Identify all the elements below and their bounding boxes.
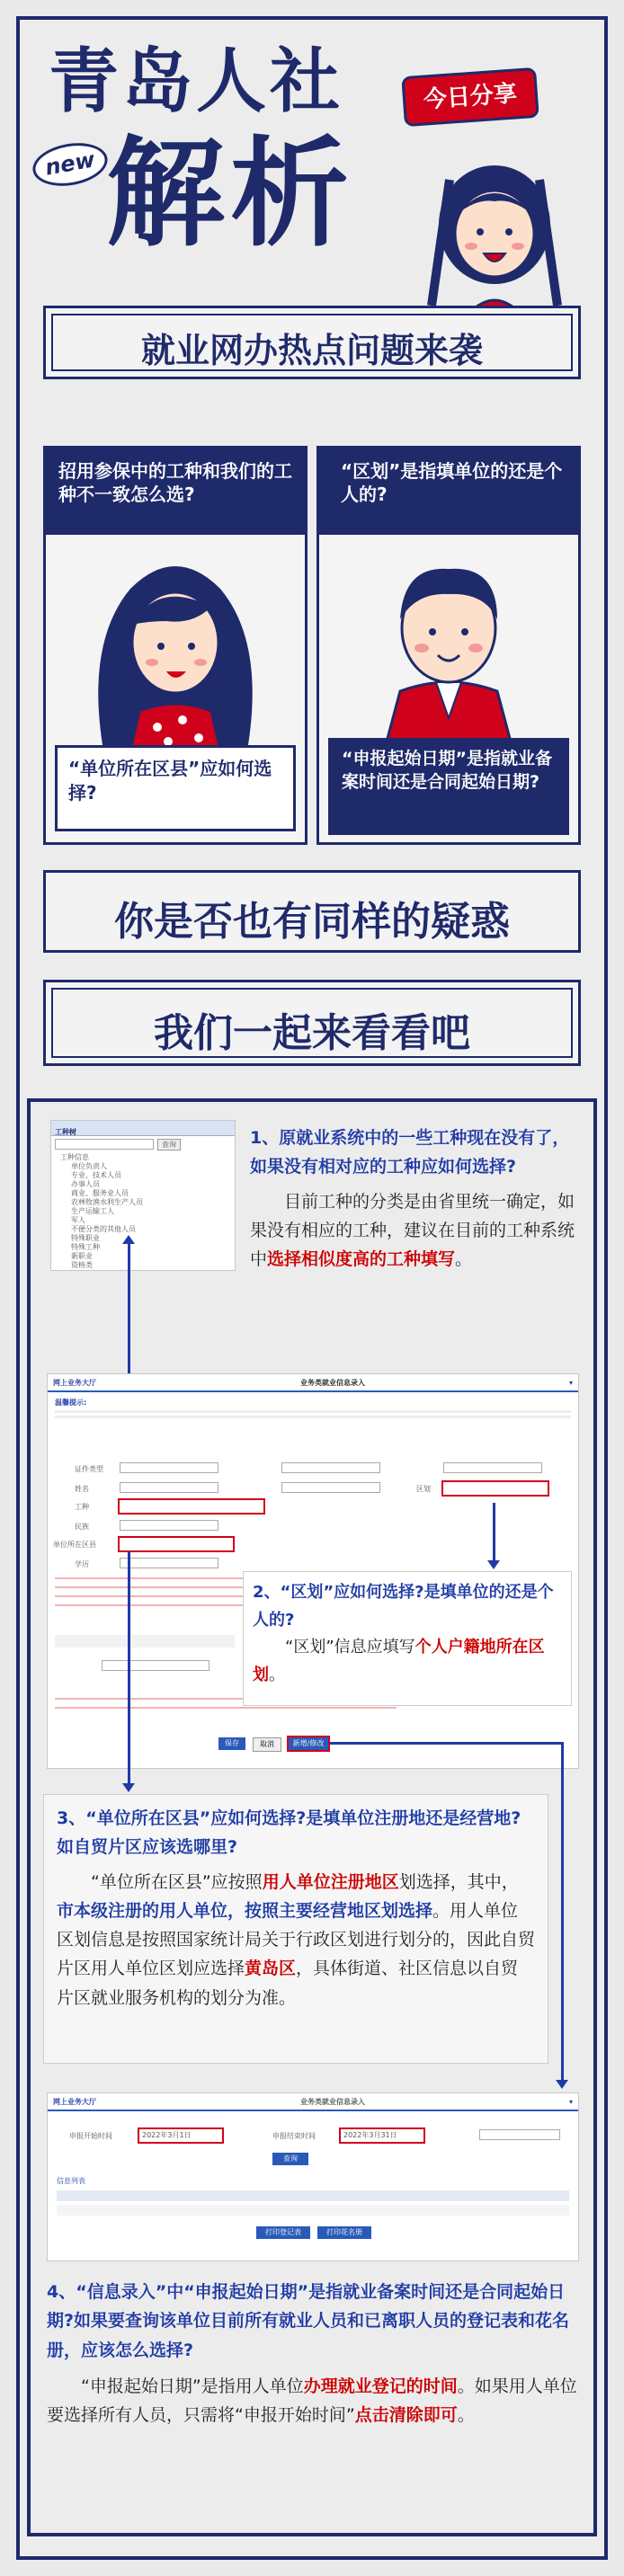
job-tree-item[interactable]: 特殊职业 [71, 1234, 100, 1242]
form-field[interactable] [443, 1462, 542, 1473]
section-4-body-a: “申报起始日期”是指用人单位 [81, 2376, 304, 2396]
form-label: 学历 [75, 1560, 89, 1568]
job-tree-search-button[interactable]: 查询 [157, 1139, 181, 1150]
arrow-connector-4a [329, 1742, 563, 1745]
form-save-button[interactable]: 保存 [218, 1737, 245, 1750]
banner-lets-see [43, 980, 581, 1066]
section-3-body [57, 1868, 535, 2012]
form-title: 业务类就业信息录入 [299, 1378, 365, 1387]
unit-district-field[interactable] [118, 1536, 235, 1552]
form-notice-title: 温馨提示: [55, 1399, 87, 1407]
arrow-head-1 [122, 1235, 135, 1244]
start-date-field[interactable]: 2022年3月1日 [138, 2127, 224, 2144]
section-2-body-highlight: 个人户籍地所在区划 [253, 1638, 545, 1684]
job-tree-item[interactable]: 办事人员 [71, 1180, 100, 1188]
query-title: 业务类就业信息录入 [299, 2097, 365, 2106]
section-1-body-pre: 目前工种的分类是由省里统一确定，如果没有相应的工种，建议在目前的工种系统中 [250, 1191, 575, 1270]
section-3-body-c: 划选择，其中， [398, 1871, 519, 1892]
poster-title-line1: 青岛人社 [49, 41, 344, 122]
arrow-connector-3 [128, 1551, 130, 1785]
question-card-2 [316, 446, 581, 845]
screenshot-date-query: 网上业务大厅 业务类就业信息录入 ▾ 申报开始时间 2022年3月1日 申报结束时间 2022年3月31日 查询 信息列表 打印登记表 打印花名册 [47, 2092, 579, 2261]
form-label: 证件类型 [75, 1465, 103, 1473]
section-3-body-e: 。用人单位区划信息是按照国家统计局关于行政区划进行划分的，因此自贸片区用人单位区划应选择 [57, 1900, 536, 1979]
section-2-heading: 2、“区划”应如何选择?是填单位的还是个人的? [253, 1583, 554, 1630]
question-4-bubble [328, 738, 569, 835]
form-field[interactable] [102, 1660, 209, 1671]
job-tree-title: 工种树 [55, 1128, 76, 1136]
query-button[interactable]: 查询 [272, 2153, 308, 2165]
section-3-body-d: 市本级注册的用人单位，按照主要经营地区划选择 [57, 1900, 433, 1921]
query-topbar: 网上业务大厅 [53, 2097, 96, 2106]
section-3-card [43, 1794, 548, 2064]
job-tree-item[interactable]: 商业、服务业人员 [71, 1189, 129, 1197]
section-1-body-highlight: 选择相似度高的工种填写 [267, 1249, 456, 1270]
today-share-text: 今日分享 [423, 80, 518, 114]
section-2-body-pre: “区划”信息应填写 [285, 1638, 415, 1657]
section-4-body-e: 。 [457, 2405, 475, 2426]
end-date-field[interactable]: 2022年3月31日 [339, 2127, 425, 2144]
subtitle-text: 就业网办热点问题来袭 [140, 331, 483, 370]
print-registration-button[interactable]: 打印登记表 [256, 2226, 310, 2239]
arrow-connector-2 [493, 1503, 495, 1562]
question-4-text: “申报起始日期”是指就业备案时间还是合同起始日期? [342, 749, 552, 792]
list-title: 信息列表 [57, 2177, 85, 2185]
banner-doubt-text: 你是否也有同样的疑惑 [114, 899, 510, 945]
job-tree-item[interactable]: 不便分类的其他人员 [71, 1225, 136, 1233]
section-3-heading: 3、“单位所在区县”应如何选择?是填单位注册地还是经营地?如自贸片区应该选哪里? [57, 1808, 521, 1858]
subtitle-box [43, 306, 581, 379]
form-label: 民族 [75, 1523, 89, 1531]
job-tree-item[interactable]: 农林牧渔水利生产人员 [71, 1198, 143, 1206]
section-4-body-d: 点击清除即可 [354, 2405, 458, 2426]
job-tree-item[interactable]: 特殊工种 [71, 1243, 100, 1251]
start-date-label: 申报开始时间 [69, 2132, 112, 2140]
form-field[interactable] [281, 1462, 380, 1473]
section-4-text [47, 2278, 583, 2429]
section-3-body-b: 用人单位注册地区 [262, 1871, 399, 1892]
banner-lets-see-text: 我们一起来看看吧 [154, 1010, 470, 1056]
form-cancel-button[interactable]: 取消 [253, 1737, 281, 1752]
job-tree-item[interactable]: 资格类 [71, 1261, 93, 1269]
girl-illustration [76, 535, 274, 751]
question-1-text: 招用参保中的工种和我们的工种不一致怎么选? [46, 449, 305, 535]
form-field[interactable] [281, 1482, 380, 1493]
question-2-text: “区划”是指填单位的还是个人的? [319, 449, 578, 535]
job-tree-search-input[interactable] [55, 1139, 154, 1150]
job-type-field[interactable] [118, 1498, 265, 1515]
job-tree-item[interactable]: 军人 [71, 1216, 85, 1224]
form-field[interactable] [120, 1462, 218, 1473]
job-tree-item[interactable]: 专业、技术人员 [71, 1171, 121, 1179]
form-field[interactable] [120, 1482, 218, 1493]
screenshot-employment-form: 网上业务大厅 业务类就业信息录入 ▾ 温馨提示: 证件类型 姓名 工种 区划 民族 单位所在区县 学历 保存 取消 新增/修改 [47, 1373, 579, 1769]
form-field[interactable] [120, 1520, 218, 1531]
form-submit-button[interactable]: 新增/修改 [287, 1736, 330, 1752]
job-tree-item[interactable]: 工种信息 [60, 1153, 89, 1161]
print-roster-button[interactable]: 打印花名册 [317, 2226, 371, 2239]
section-2-body [253, 1634, 562, 1689]
form-label: 单位所在区县 [53, 1541, 96, 1549]
today-share-badge [401, 67, 539, 127]
section-2-callout [243, 1571, 572, 1706]
arrow-head-2 [487, 1560, 500, 1569]
question-3-bubble [55, 745, 296, 831]
form-field[interactable] [120, 1558, 218, 1568]
section-4-heading: 4、“信息录入”中“申报起始日期”是指就业备案时间还是合同起始日期?如果要查询该单位目前所有就业人员和已离职人员的登记表和花名册，应该怎么选择? [47, 2282, 570, 2360]
job-tree-item[interactable]: 新职业 [71, 1252, 93, 1260]
region-field[interactable] [441, 1480, 549, 1497]
screenshot-job-tree [50, 1120, 236, 1271]
section-3-body-f: 黄岛区 [245, 1959, 297, 1979]
arrow-head-4 [556, 2080, 568, 2089]
section-1-heading: 1、原就业系统中的一些工种现在没有了，如果没有相对应的工种应如何选择? [250, 1128, 570, 1177]
form-label: 姓名 [75, 1485, 89, 1493]
new-badge-text: new [43, 147, 97, 181]
unit-select[interactable] [479, 2129, 560, 2140]
section-3-body-a: “单位所在区县”应按照 [91, 1871, 263, 1892]
cheering-girl-illustration [396, 126, 593, 324]
section-3-body-g: ，具体街道、社区信息以自贸片区就业服务机构的划分为准。 [57, 1959, 519, 2008]
arrow-head-3 [122, 1783, 135, 1792]
poster-title-line2: 解析 [106, 125, 354, 263]
question-3-text: “单位所在区县”应如何选择? [68, 758, 272, 804]
end-date-label: 申报结束时间 [272, 2132, 316, 2140]
section-1-text [250, 1124, 579, 1274]
section-1-body-post: 。 [455, 1249, 473, 1270]
job-tree-item[interactable]: 生产运输工人 [71, 1207, 114, 1215]
form-label: 区划 [416, 1485, 431, 1493]
boy-illustration [350, 538, 548, 745]
section-4-body-c: 。如果用人单位要选择所有人员，只需将“申报开始时间” [47, 2376, 577, 2426]
job-tree-item[interactable]: 单位负责人 [71, 1162, 107, 1170]
section-2-body-post: 。 [269, 1665, 285, 1684]
question-card-1 [43, 446, 308, 845]
job-tree-list [51, 1153, 235, 1270]
form-topbar: 网上业务大厅 [53, 1378, 96, 1387]
section-4-body [47, 2372, 583, 2430]
banner-doubt [43, 870, 581, 953]
arrow-connector-4b [561, 1742, 564, 2082]
section-1-body [250, 1187, 579, 1275]
form-label: 工种 [75, 1503, 89, 1511]
section-4-body-b: 办理就业登记的时间 [303, 2376, 458, 2396]
